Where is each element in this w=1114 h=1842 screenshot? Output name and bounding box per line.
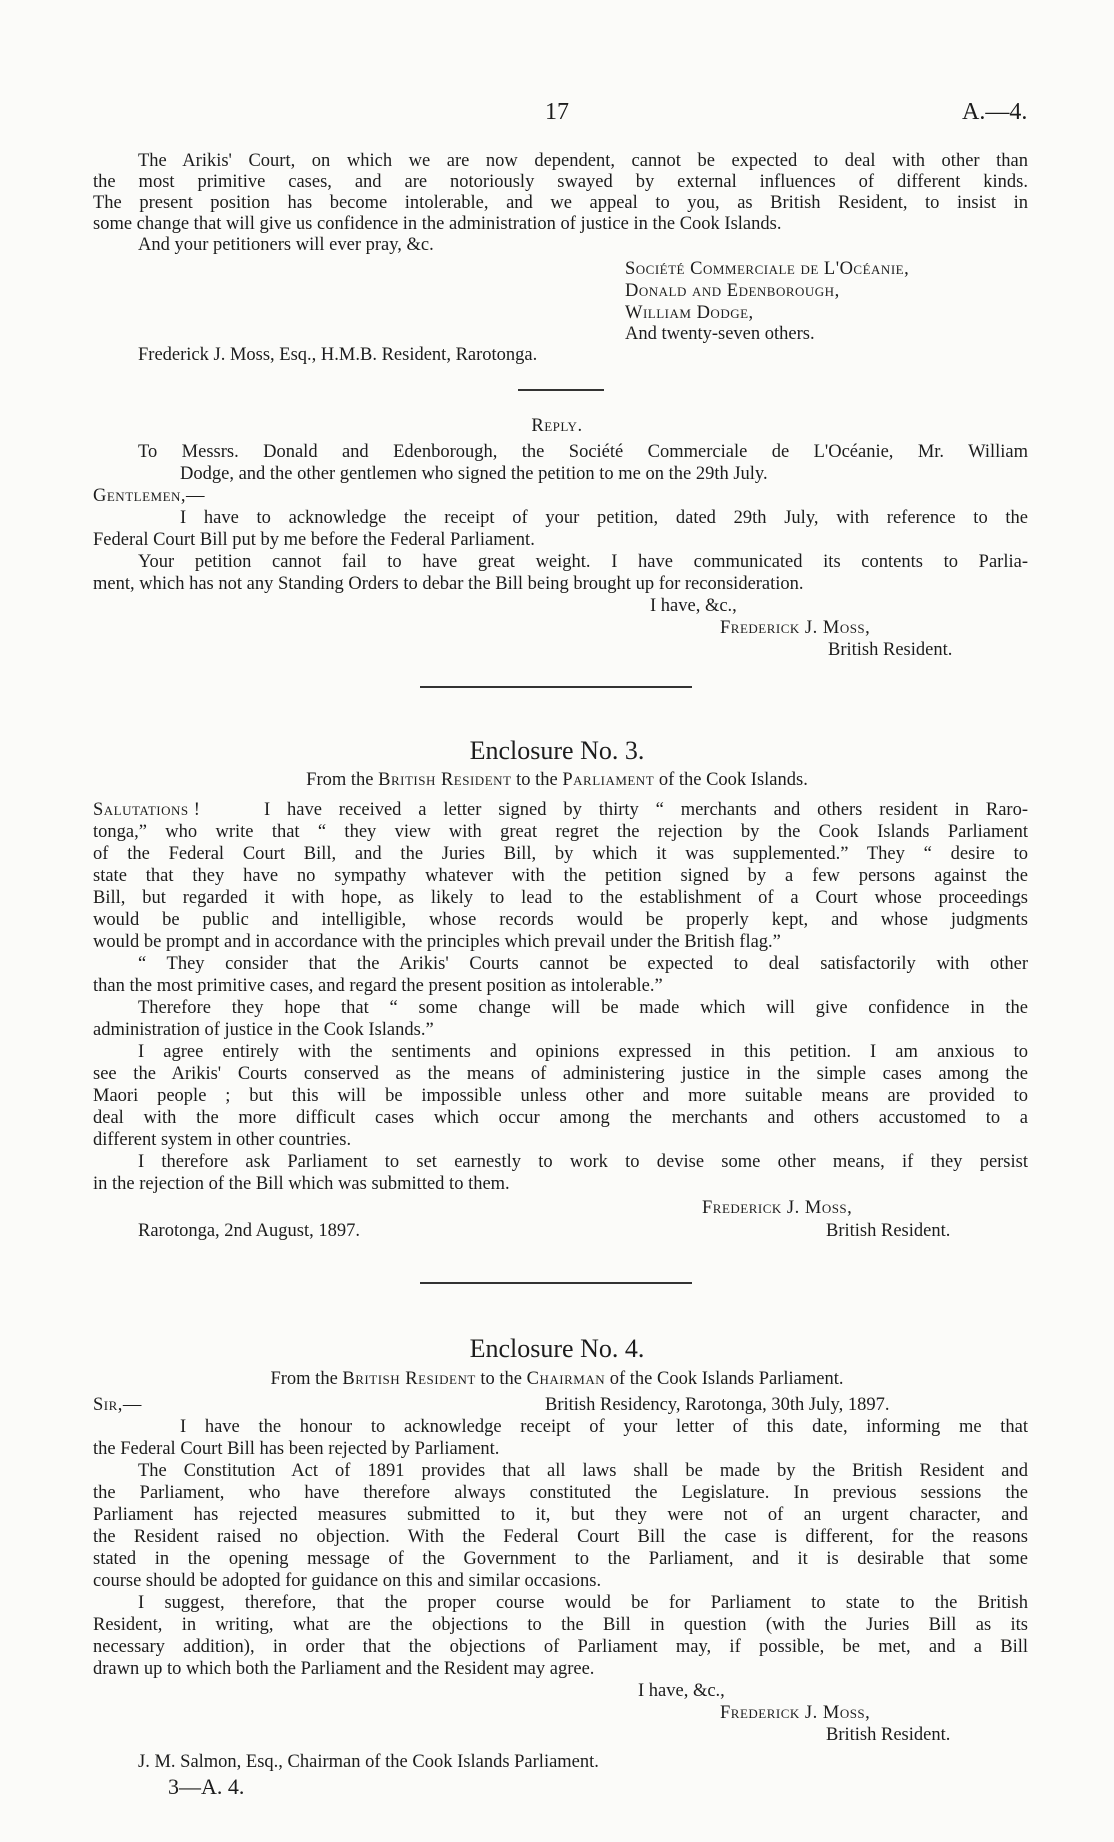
enclosure-4-line: Resident, in writing, what are the objections to the Bill in question (with the Juries Bill as its	[93, 1615, 1028, 1635]
enclosure-3-title: British Resident.	[826, 1221, 951, 1241]
enclosure-4-line: necessary addition), in order that the objections of Parliament may, if possible, be met, and a Bill	[93, 1637, 1028, 1657]
enclosure-4-dateline: British Residency, Rarotonga, 30th July, 1897.	[545, 1395, 890, 1415]
enclosure-3-line: would be public and intelligible, whose records would be properly kept, and whose judgments	[93, 910, 1028, 930]
enclosure-4-line: I have the honour to acknowledge receipt of your letter of this date, informing me that	[180, 1417, 1028, 1437]
enclosure-3-line: see the Arikis' Courts conserved as the means of administering justice in the simple cases among the	[93, 1064, 1028, 1084]
enclosure-3-line: I have received a letter signed by thirty “ merchants and others resident in Raro-	[264, 800, 1028, 820]
enclosure-4-signer: Frederick J. Moss,	[720, 1703, 871, 1723]
document-reference: A.—4.	[962, 99, 1028, 125]
enclosure-3-line: of the Federal Court Bill, and the Juries Bill, by which it was supplemented.” They “ desire to	[93, 844, 1028, 864]
enclosure-3-salutation: Salutations !	[93, 800, 201, 820]
page-number: 17	[545, 99, 569, 125]
subheading-sender: British Resident	[378, 770, 512, 790]
subheading-recipient: Chairman	[526, 1369, 606, 1389]
enclosure-3-line: I agree entirely with the sentiments and opinions expressed in this petition. I am anxious to	[138, 1042, 1028, 1062]
subheading-end: of the Cook Islands.	[658, 770, 808, 790]
petition-pray: And your petitioners will ever pray, &c.	[138, 235, 434, 255]
enclosure-3-line: Bill, but regarded it with hope, as likely to lead to the establishment of a Court whose proceedings	[93, 888, 1028, 908]
petition-line: some change that will give us confidence in the administration of justice in the Cook Islands.	[93, 214, 782, 234]
enclosure-4-line: the Parliament, who have therefore always constituted the Legislature. In previous sessions the	[93, 1483, 1028, 1503]
enclosure-3-signer: Frederick J. Moss,	[702, 1198, 853, 1218]
subheading-to: to the	[480, 1369, 523, 1389]
enclosure-3-line: Therefore they hope that “ some change will be made which will give confidence in the	[138, 998, 1028, 1018]
enclosure-3-line: would be prompt and in accordance with the principles which prevail under the British flag.”	[93, 932, 781, 952]
enclosure-4-line: the Federal Court Bill has been rejected by Parliament.	[93, 1439, 500, 1459]
divider	[420, 686, 692, 688]
subheading-end: of the Cook Islands Parliament.	[609, 1369, 844, 1389]
enclosure-4-heading: Enclosure No. 4.	[469, 1334, 645, 1363]
reply-line: Your petition cannot fail to have great weight. I have communicated its contents to Parlia-	[138, 552, 1028, 572]
enclosure-4-line: I suggest, therefore, that the proper course would be for Parliament to state to the British	[138, 1593, 1028, 1613]
enclosure-4-line: course should be adopted for guidance on this and similar occasions.	[93, 1571, 602, 1591]
petition-addressee: Frederick J. Moss, Esq., H.M.B. Resident, Rarotonga.	[138, 345, 538, 365]
divider	[420, 1282, 692, 1284]
enclosure-3-line: “ They consider that the Arikis' Courts cannot be expected to deal satisfactorily with other	[138, 954, 1028, 974]
enclosure-4-line: the Resident raised no objection. With the Federal Court Bill the case is different, for the reasons	[93, 1527, 1028, 1547]
enclosure-4-line: Parliament has rejected measures submitted to it, but they were not of an urgent character, and	[93, 1505, 1028, 1525]
reply-heading: Reply.	[531, 416, 583, 436]
signatory: William Dodge,	[625, 303, 754, 323]
petition-line: The Arikis' Court, on which we are now dependent, cannot be expected to deal with other than	[138, 151, 1028, 171]
reply-closing: I have, &c.,	[650, 596, 737, 616]
enclosure-4-salutation: Sir,—	[93, 1395, 142, 1415]
enclosure-3-line: Maori people ; but this will be impossible unless other and more suitable means are provided to	[93, 1086, 1028, 1106]
reply-salutation: Gentlemen,—	[93, 486, 206, 506]
subheading-from: From the	[306, 770, 374, 790]
signature-mark: 3—A. 4.	[168, 1774, 245, 1799]
enclosure-4-line: stated in the opening message of the Government to the Parliament, and it is desirable that some	[93, 1549, 1028, 1569]
signatory: Société Commerciale de L'Océanie,	[625, 259, 910, 279]
enclosure-4-line: The Constitution Act of 1891 provides that all laws shall be made by the British Resident and	[138, 1461, 1028, 1481]
petition-line: the most primitive cases, and are notoriously swayed by external influences of different kinds.	[93, 172, 1028, 192]
enclosure-3-line: than the most primitive cases, and regard the present position as intolerable.”	[93, 976, 663, 996]
reply-title: British Resident.	[828, 640, 953, 660]
enclosure-3-place-date: Rarotonga, 2nd August, 1897.	[138, 1221, 360, 1241]
enclosure-3-line: I therefore ask Parliament to set earnestly to work to devise some other means, if they persist	[138, 1152, 1028, 1172]
reply-line: I have to acknowledge the receipt of your petition, dated 29th July, with reference to the	[180, 508, 1028, 528]
signatory: And twenty-seven others.	[625, 324, 815, 344]
subheading-recipient: Parliament	[562, 770, 655, 790]
enclosure-3-line: different system in other countries.	[93, 1130, 352, 1150]
reply-line: Federal Court Bill put by me before the Federal Parliament.	[93, 530, 535, 550]
enclosure-3-line: administration of justice in the Cook Islands.”	[93, 1020, 434, 1040]
enclosure-3-line: tonga,” who write that “ they view with great regret the rejection by the Cook Islands Parliament	[93, 822, 1028, 842]
subheading-to: to the	[516, 770, 558, 790]
enclosure-3-heading: Enclosure No. 3.	[469, 736, 645, 765]
subheading-from: From the	[270, 1369, 338, 1389]
enclosure-4-title: British Resident.	[826, 1725, 951, 1745]
signatory: Donald and Edenborough,	[625, 281, 840, 301]
reply-line: ment, which has not any Standing Orders to debar the Bill being brought up for reconsideration.	[93, 574, 804, 594]
reply-signer: Frederick J. Moss,	[720, 618, 871, 638]
petition-line: The present position has become intolerable, and we appeal to you, as British Resident, to insist in	[93, 193, 1028, 213]
enclosure-3-line: state that they have no sympathy whatever with the petition signed by a few persons against the	[93, 866, 1028, 886]
enclosure-4-addressee: J. M. Salmon, Esq., Chairman of the Cook Islands Parliament.	[138, 1752, 599, 1772]
enclosure-3-line: deal with the more difficult cases which occur among the merchants and others accustomed to a	[93, 1108, 1028, 1128]
enclosure-4-line: drawn up to which both the Parliament and the Resident may agree.	[93, 1659, 595, 1679]
divider	[518, 389, 604, 391]
enclosure-4-subheading	[0, 1369, 1114, 1391]
enclosure-4-closing: I have, &c.,	[638, 1681, 725, 1701]
reply-to-line: Dodge, and the other gentlemen who signed the petition to me on the 29th July.	[180, 464, 768, 484]
enclosure-3-line: in the rejection of the Bill which was submitted to them.	[93, 1174, 510, 1194]
reply-to-line: To Messrs. Donald and Edenborough, the Société Commerciale de L'Océanie, Mr. William	[138, 442, 1028, 462]
subheading-sender: British Resident	[342, 1369, 476, 1389]
enclosure-3-subheading	[0, 770, 1114, 792]
